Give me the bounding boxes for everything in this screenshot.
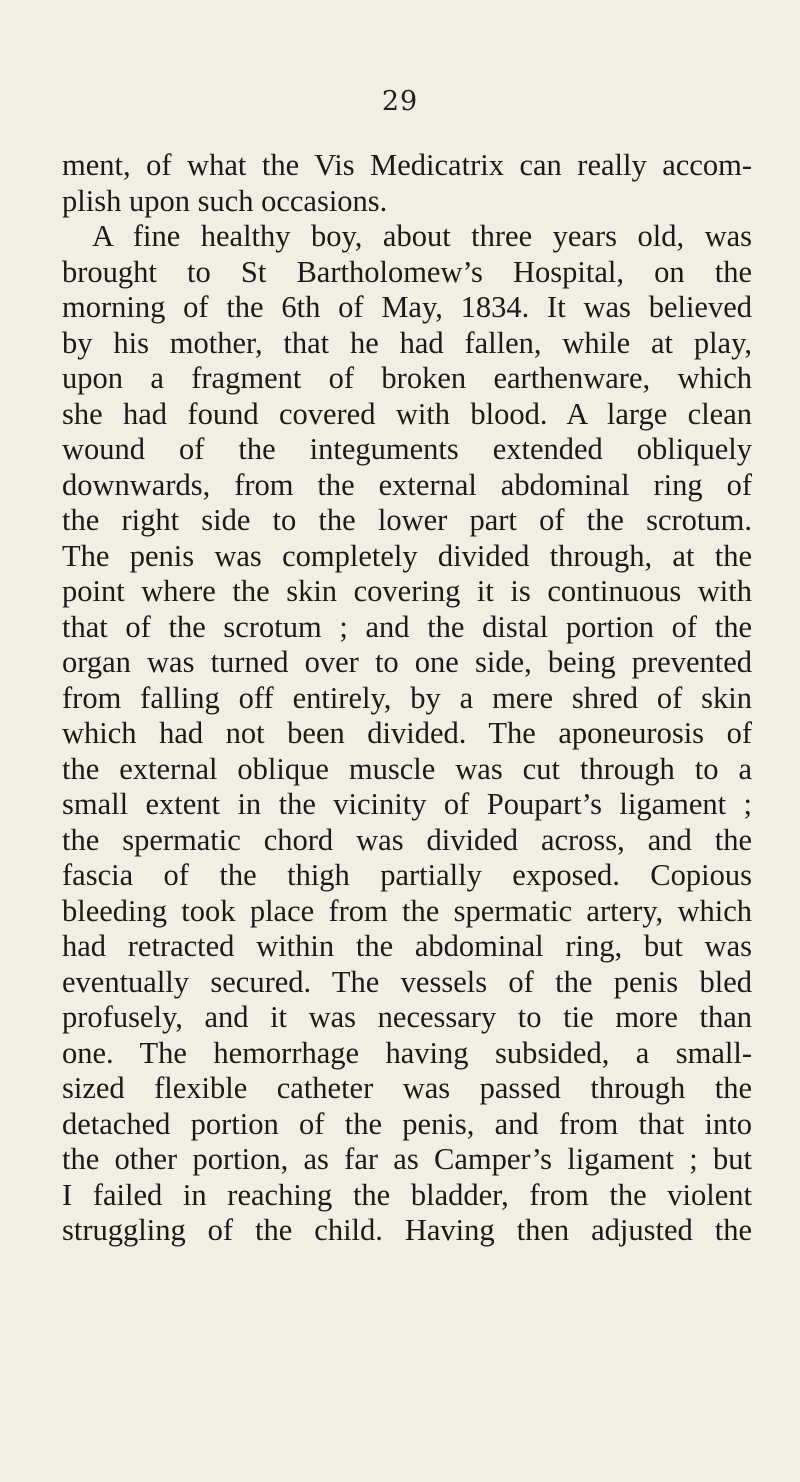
body-text [62,148,752,1249]
text-line: which had not been divided. The aponeurosis of [62,716,752,750]
text-line: fascia of the thigh partially exposed. Copious [62,858,752,892]
text-line: A fine healthy boy, about three years old, was [92,219,752,253]
text-line: detached portion of the penis, and from that into [62,1106,752,1141]
text-line: downwards, from the external abdominal ring of [62,467,752,502]
text-line: organ was turned over to one side, being prevented [62,645,752,679]
text-line: I failed in reaching the bladder, from the violent [62,1177,752,1212]
text-line: sized flexible catheter was passed through the [62,1071,752,1105]
text-line: profusely, and it was necessary to tie more than [62,1000,752,1034]
text-line: had retracted within the abdominal ring, but was [62,929,752,963]
text-line: the right side to the lower part of the scrotum. [62,503,752,537]
text-line: wound of the integuments extended obliquely [62,432,752,466]
page-number: 29 [381,86,419,117]
text-line: the other portion, as far as Camper’s ligament ; but [62,1142,752,1176]
text-line: the external oblique muscle was cut through to a [62,751,752,786]
text-line: plish upon such occasions. [62,183,388,218]
text-line: the spermatic chord was divided across, and the [62,822,752,857]
text-line: brought to St Bartholomew’s Hospital, on the [62,254,752,289]
text-line: ment, of what the Vis Medicatrix can really accom- [62,148,752,182]
text-line: she had found covered with blood. A large clean [62,396,752,431]
text-line: that of the scrotum ; and the distal portion of the [62,609,752,644]
text-line: eventually secured. The vessels of the penis bled [62,964,752,999]
text-line: small extent in the vicinity of Poupart’s ligament ; [62,787,752,821]
text-line: bleeding took place from the spermatic artery, which [62,893,752,928]
text-line: morning of the 6th of May, 1834. It was believed [62,290,752,324]
text-line: one. The hemorrhage having subsided, a small- [62,1035,752,1070]
text-line: The penis was completely divided through, at the [62,538,752,573]
text-line: point where the skin covering it is continuous with [62,574,752,608]
text-line: struggling of the child. Having then adjusted the [62,1213,752,1247]
text-line: upon a fragment of broken earthenware, which [62,361,752,395]
text-line: from falling off entirely, by a mere shred of skin [62,680,752,715]
text-line: by his mother, that he had fallen, while at play, [62,325,752,360]
